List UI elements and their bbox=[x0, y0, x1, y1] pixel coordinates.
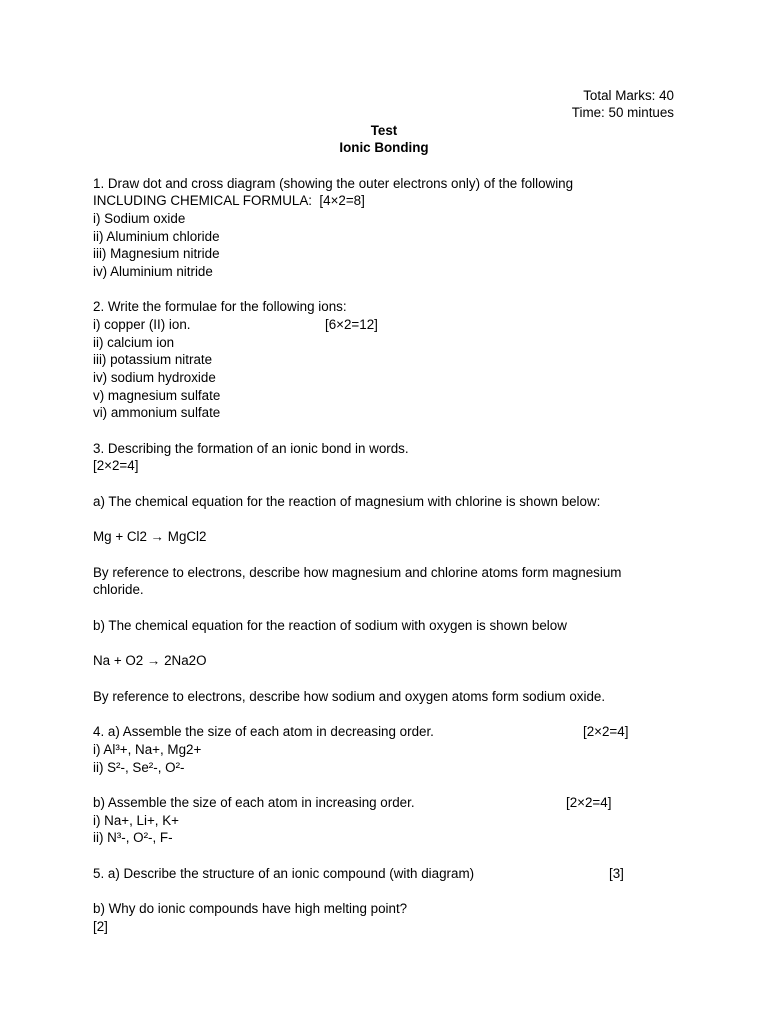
page-title: Test bbox=[370, 123, 398, 138]
q4a-item: i) Al³+, Na+, Mg2+ bbox=[93, 742, 202, 757]
q3-prompt: 3. Describing the formation of an ionic bond in words. bbox=[93, 441, 409, 456]
q2-prompt: 2. Write the formulae for the following ions: bbox=[93, 299, 347, 314]
q4b-prompt: b) Assemble the size of each atom in increasing order. bbox=[93, 795, 415, 810]
q4a-prompt: 4. a) Assemble the size of each atom in decreasing order. bbox=[93, 724, 434, 739]
q1-item: iii) Magnesium nitride bbox=[93, 246, 220, 261]
q2-item: v) magnesium sulfate bbox=[93, 388, 221, 403]
q3b-task: By reference to electrons, describe how sodium and oxygen atoms form sodium oxide. bbox=[93, 689, 606, 704]
q2-item: iv) sodium hydroxide bbox=[93, 370, 216, 385]
q1-prompt-line2: INCLUDING CHEMICAL FORMULA: [4×2=8] bbox=[93, 193, 365, 208]
q3b-intro: b) The chemical equation for the reaction of sodium with oxygen is shown below bbox=[93, 618, 567, 633]
q2-item: iii) potassium nitrate bbox=[93, 352, 213, 367]
q1-item: i) Sodium oxide bbox=[93, 211, 186, 226]
q3-marks: [2×2=4] bbox=[93, 458, 139, 473]
q4a-item: ii) S²-, Se²-, O²- bbox=[93, 760, 185, 775]
q3a-task-line1: By reference to electrons, describe how magnesium and chlorine atoms form magnesium bbox=[93, 565, 622, 580]
q3a-task-line2: chloride. bbox=[93, 582, 144, 597]
q4b-marks: [2×2=4] bbox=[566, 795, 612, 810]
q4a-marks: [2×2=4] bbox=[583, 724, 629, 739]
q3a-equation: Mg + Cl2 → MgCl2 bbox=[93, 529, 207, 544]
q5b-prompt: b) Why do ionic compounds have high melting point? bbox=[93, 901, 408, 916]
q4b-item: i) Na+, Li+, K+ bbox=[93, 813, 179, 828]
q5a-prompt: 5. a) Describe the structure of an ionic compound (with diagram) bbox=[93, 866, 475, 881]
q1-prompt-line1: 1. Draw dot and cross diagram (showing the outer electrons only) of the following bbox=[93, 176, 574, 191]
time-limit: Time: 50 mintues bbox=[571, 105, 674, 120]
q1-item: ii) Aluminium chloride bbox=[93, 229, 220, 244]
q4b-item: ii) N³-, O²-, F- bbox=[93, 830, 173, 845]
q1-item: iv) Aluminium nitride bbox=[93, 264, 213, 279]
q3a-intro: a) The chemical equation for the reaction of magnesium with chlorine is shown below: bbox=[93, 494, 601, 509]
q5b-marks: [2] bbox=[93, 919, 108, 934]
q2-item: i) copper (II) ion. bbox=[93, 317, 191, 332]
q5a-marks: [3] bbox=[609, 866, 624, 881]
q2-marks: [6×2=12] bbox=[325, 317, 378, 332]
q3b-equation: Na + O2 → 2Na2O bbox=[93, 653, 207, 668]
page-subtitle: Ionic Bonding bbox=[339, 140, 429, 155]
q2-item: ii) calcium ion bbox=[93, 335, 175, 350]
q2-item: vi) ammonium sulfate bbox=[93, 405, 221, 420]
total-marks: Total Marks: 40 bbox=[583, 88, 674, 103]
